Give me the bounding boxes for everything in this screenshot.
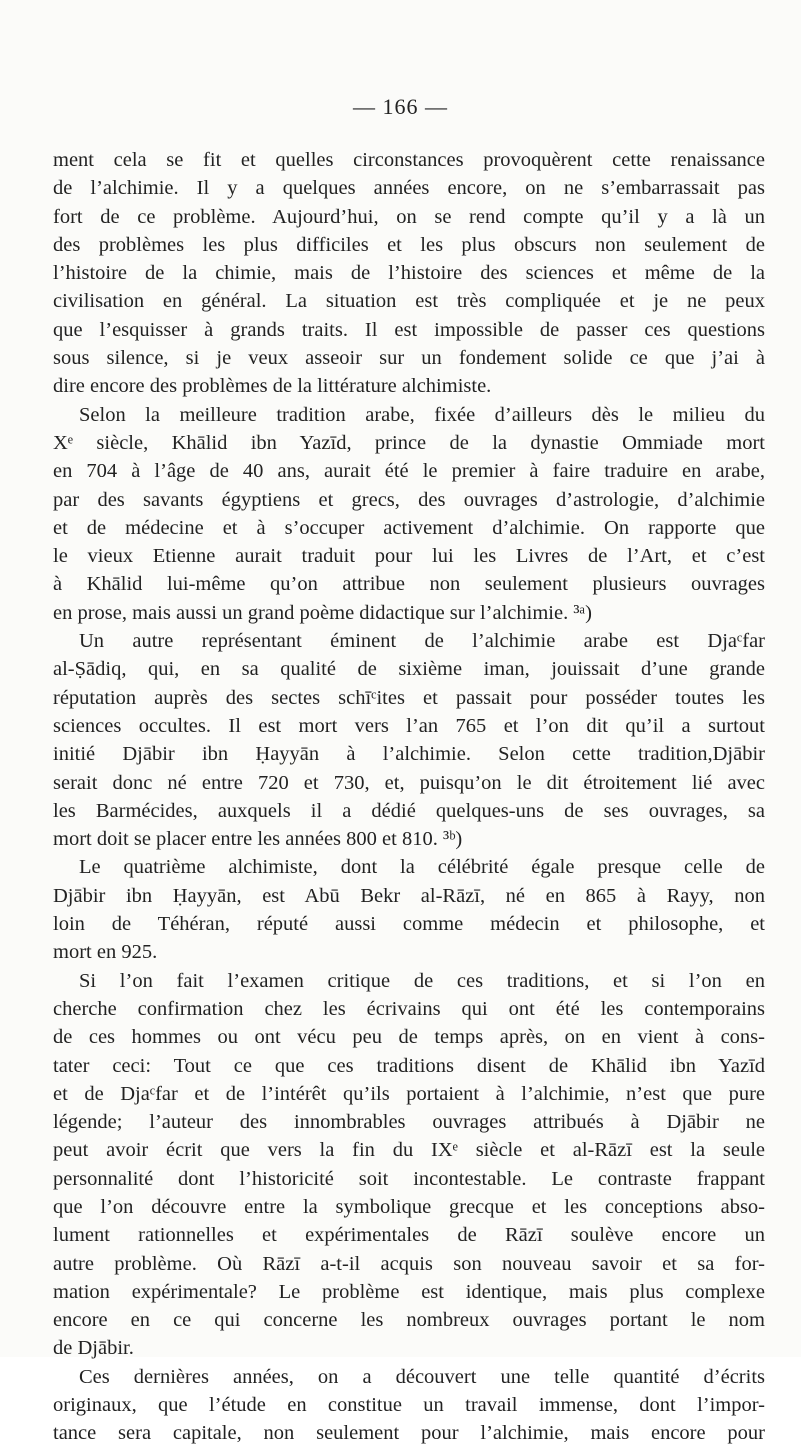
text-line: Selon la meilleure tradition arabe, fixée d’ailleurs dès le milieu du — [79, 403, 765, 426]
body-text — [53, 146, 765, 1448]
text-line: mort en 925. — [53, 941, 158, 964]
text-line: tance sera capitale, non seulement pour l’alchimie, mais encore pour — [53, 1422, 765, 1445]
text-line: personnalité dont l’historicité soit incontestable. Le contraste frappant — [53, 1167, 765, 1190]
text-line: cherche confirmation chez les écrivains qui ont été les contemporains — [53, 997, 765, 1020]
text-line: légende; l’auteur des innombrables ouvrages attribués à Djābir ne — [53, 1111, 765, 1134]
text-line: dire encore des problèmes de la littérature alchimiste. — [53, 375, 492, 398]
text-line: réputation auprès des sectes schīᶜites et passait pour posséder toutes les — [53, 686, 765, 709]
text-line: en prose, mais aussi un grand poème didactique sur l’alchimie. ³ᵃ) — [53, 601, 592, 624]
text-line: Ces dernières années, on a découvert une telle quantité d’écrits — [79, 1365, 765, 1388]
text-line: loin de Téhéran, réputé aussi comme médecin et philosophe, et — [53, 913, 765, 936]
text-line: les Barmécides, auxquels il a dédié quelques-uns de ses ouvrages, sa — [53, 799, 765, 822]
text-line: que l’esquisser à grands traits. Il est impossible de passer ces questions — [53, 318, 765, 341]
text-line: mort doit se placer entre les années 800 et 810. ³ᵇ) — [53, 828, 463, 851]
text-line: de Djābir. — [53, 1337, 134, 1360]
text-line: sous silence, si je veux asseoir sur un fondement solide ce que j’ai à — [53, 347, 765, 370]
text-line: le vieux Etienne aurait traduit pour lui les Livres de l’Art, et c’est — [53, 545, 765, 568]
text-line: encore en ce qui concerne les nombreux ouvrages portant le nom — [53, 1309, 765, 1332]
text-line: Un autre représentant éminent de l’alchimie arabe est Djaᶜfar — [79, 630, 765, 653]
text-line: fort de ce problème. Aujourd’hui, on se rend compte qu’il y a là un — [53, 205, 765, 228]
text-line: originaux, que l’étude en constitue un travail immense, dont l’impor- — [53, 1394, 765, 1417]
text-line: en 704 à l’âge de 40 ans, aurait été le premier à faire traduire en arabe, — [53, 460, 765, 483]
text-line: Si l’on fait l’examen critique de ces traditions, et si l’on en — [79, 969, 765, 992]
text-line: Djābir ibn Ḥayyān, est Abū Bekr al-Rāzī, né en 865 à Rayy, non — [53, 884, 765, 907]
page-number: — 166 — — [353, 94, 448, 119]
text-line: initié Djābir ibn Ḥayyān à l’alchimie. Selon cette tradition,Djābir — [53, 743, 765, 766]
text-line: de ces hommes ou ont vécu peu de temps après, on en vient à cons- — [53, 1026, 765, 1049]
text-line: lument rationnelles et expérimentales de Rāzī soulève encore un — [53, 1224, 765, 1247]
text-line: Le quatrième alchimiste, dont la célébrité égale presque celle de — [79, 856, 765, 879]
text-line: serait donc né entre 720 et 730, et, puisqu’on le dit étroitement lié avec — [53, 771, 765, 794]
text-line: et de médecine et à s’occuper activement d’alchimie. On rapporte que — [53, 516, 765, 539]
text-line: par des savants égyptiens et grecs, des ouvrages d’astrologie, d’alchimie — [53, 488, 765, 511]
text-line: à Khālid lui-même qu’on attribue non seulement plusieurs ouvrages — [53, 573, 765, 596]
text-line: autre problème. Où Rāzī a-t-il acquis son nouveau savoir et sa for- — [53, 1252, 765, 1275]
text-line: mation expérimentale? Le problème est identique, mais plus complexe — [53, 1280, 765, 1303]
text-line: l’histoire de la chimie, mais de l’histoire des sciences et même de la — [53, 262, 765, 285]
text-line: sciences occultes. Il est mort vers l’an 765 et l’on dit qu’il a surtout — [53, 714, 765, 737]
text-line: civilisation en général. La situation est très compliquée et je ne peux — [53, 290, 765, 313]
text-line: al-Ṣādiq, qui, en sa qualité de sixième iman, jouissait d’une grande — [53, 658, 765, 681]
text-line: ment cela se fit et quelles circonstances provoquèrent cette renaissance — [53, 149, 765, 171]
text-line: tater ceci: Tout ce que ces traditions disent de Khālid ibn Yazīd — [53, 1054, 765, 1077]
text-line: Xᵉ siècle, Khālid ibn Yazīd, prince de la dynastie Ommiade mort — [53, 431, 765, 454]
text-line: des problèmes les plus difficiles et les plus obscurs non seulement de — [53, 233, 765, 256]
text-line: peut avoir écrit que vers la fin du IXᵉ siècle et al-Rāzī est la seule — [53, 1139, 765, 1162]
text-line: que l’on découvre entre la symbolique grecque et les conceptions abso- — [53, 1195, 765, 1218]
text-line: et de Djaᶜfar et de l’intérêt qu’ils portaient à l’alchimie, n’est que pure — [53, 1082, 765, 1105]
text-line: de l’alchimie. Il y a quelques années encore, on ne s’embarrassait pas — [53, 177, 765, 200]
